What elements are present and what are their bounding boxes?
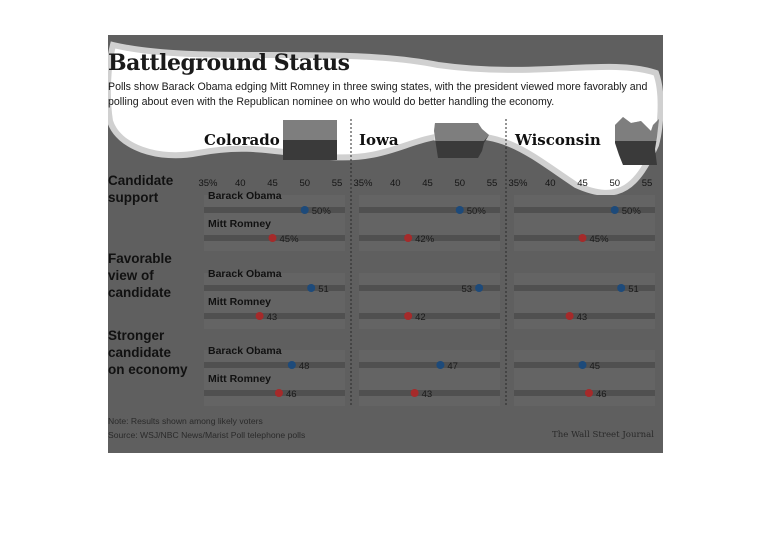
state-label-colorado: Colorado — [204, 131, 280, 149]
chart-note: Note: Results shown among likely voters — [108, 416, 263, 426]
x-tick-label: 50 — [609, 178, 621, 189]
x-tick-label: 40 — [234, 178, 246, 189]
data-label: 42 — [415, 312, 426, 323]
data-point — [404, 312, 412, 320]
x-tick-label: 35% — [198, 178, 218, 189]
state-label-iowa: Iowa — [359, 131, 399, 149]
data-point — [404, 234, 412, 242]
data-label: 50% — [621, 206, 641, 217]
series-label: Barack Obama — [208, 190, 282, 202]
x-tick-label: 55 — [641, 178, 653, 189]
dot-track — [359, 313, 500, 319]
data-point — [275, 389, 283, 397]
series-label: Barack Obama — [208, 345, 282, 357]
data-label: 47 — [447, 361, 458, 372]
data-label: 45 — [589, 361, 601, 372]
chart-subtitle: Polls show Barack Obama edging Mitt Romney in three swing states, with the president viewed more favorably and polling about even with the Republican nominee on who would do better handling the economy. — [108, 81, 648, 108]
data-point — [566, 312, 574, 320]
chart-source: Source: WSJ/NBC News/Marist Poll telephone polls — [108, 430, 306, 440]
data-point — [269, 234, 277, 242]
x-tick-label: 40 — [389, 178, 401, 189]
data-point — [436, 361, 444, 369]
data-label: 48 — [298, 361, 310, 372]
data-label: 43 — [266, 312, 278, 323]
measure-label: Candidate support — [108, 173, 174, 205]
data-label: 53 — [461, 284, 473, 295]
measure-background — [514, 350, 655, 406]
x-tick-label: 45 — [577, 178, 588, 189]
chart-title: Battleground Status — [108, 50, 350, 76]
dot-plot — [108, 35, 663, 453]
data-label: 45% — [279, 234, 299, 245]
x-tick-label: 45 — [422, 178, 433, 189]
data-point — [617, 284, 625, 292]
x-tick-label: 50 — [299, 178, 311, 189]
data-point — [288, 361, 296, 369]
dot-track — [204, 362, 345, 368]
data-label: 51 — [318, 284, 329, 295]
data-point — [256, 312, 264, 320]
data-label: 50% — [466, 206, 486, 217]
measure-background — [514, 195, 655, 251]
data-point — [585, 389, 593, 397]
x-tick-label: 35% — [508, 178, 528, 189]
data-point — [411, 389, 419, 397]
series-label: Mitt Romney — [208, 373, 271, 385]
series-label: Mitt Romney — [208, 296, 271, 308]
data-point — [456, 206, 464, 214]
chart-panel — [108, 35, 663, 453]
dot-track — [359, 362, 500, 368]
data-label: 45% — [589, 234, 609, 245]
data-point — [475, 284, 483, 292]
x-tick-label: 50 — [454, 178, 466, 189]
measure-label: Stronger candidate on economy — [108, 328, 188, 377]
dot-track — [204, 390, 345, 396]
data-label: 51 — [628, 284, 639, 295]
measure-label: Favorable view of candidate — [108, 251, 172, 300]
data-label: 42% — [415, 234, 435, 245]
x-tick-label: 55 — [486, 178, 498, 189]
x-tick-label: 55 — [331, 178, 343, 189]
state-label-wisconsin: Wisconsin — [515, 131, 601, 149]
data-point — [301, 206, 309, 214]
data-point — [579, 361, 587, 369]
x-tick-label: 35% — [353, 178, 373, 189]
x-tick-label: 40 — [544, 178, 556, 189]
data-point — [579, 234, 587, 242]
data-label: 50% — [311, 206, 331, 217]
chart-credit: The Wall Street Journal — [552, 430, 654, 440]
dot-track — [514, 390, 655, 396]
data-point — [611, 206, 619, 214]
data-label: 46 — [595, 389, 607, 400]
series-label: Barack Obama — [208, 268, 282, 280]
data-point — [307, 284, 315, 292]
data-label: 43 — [576, 312, 588, 323]
data-label: 46 — [285, 389, 297, 400]
data-label: 43 — [421, 389, 433, 400]
series-label: Mitt Romney — [208, 218, 271, 230]
x-tick-label: 45 — [267, 178, 278, 189]
measure-background — [359, 273, 500, 329]
